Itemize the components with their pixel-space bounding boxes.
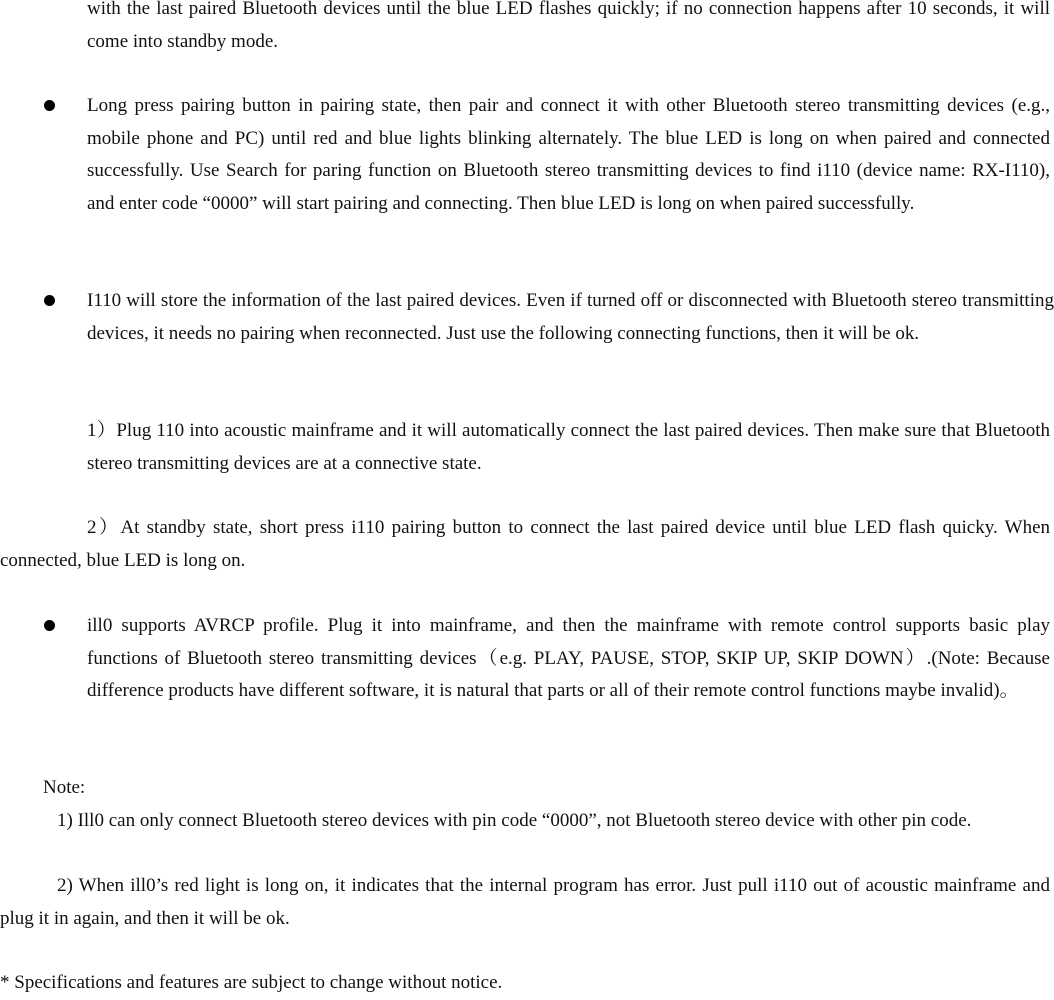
step-plug-in: 1）Plug 110 into acoustic mainframe and it will automatically connect the last paired devices. Then make sure that Bluetooth stereo transmitting devices are at a connective state. [87,420,1050,474]
paragraph-pairing-instructions: Long press pairing button in pairing state, then pair and connect it with other Bluetooth stereo transmitting devices (e.g., mobile phone and PC) until red and blue lights blinking alternately. The blue LED is long on when paired and connected successfully. Use Search for paring function on Bluetooth stereo transmitting devices to find i110 (device name: RX-I110), and enter code “0000” will start pairing and connecting. Then blue LED is long on when paired successfully. [87,95,1050,214]
note-heading: Note: [43,777,86,798]
bullet-point [44,100,55,111]
note-item-red-light: 2) When ill0’s red light is long on, it indicates that the internal program has error. Just pull i110 out of acoustic mainframe and plug it in again, and then it will be ok. [0,875,1050,929]
step-short-press: 2）At standby state, short press i110 pairing button to connect the last paired device until blue LED flash quicky. When connected, blue LED is long on. [0,517,1050,571]
note-item-pin-code: 1) Ill0 can only connect Bluetooth stereo devices with pin code “0000”, not Bluetooth stereo device with other pin code. [57,810,972,831]
paragraph-standby-mode: with the last paired Bluetooth devices until the blue LED flashes quickly; if no connection happens after 10 seconds, it will come into standby mode. [87,0,1050,52]
paragraph-avrcp-profile: ill0 supports AVRCP profile. Plug it into mainframe, and then the mainframe with remote control supports basic play functions of Bluetooth stereo transmitting devices（e.g. PLAY, PAUSE, STOP, SKIP UP, SKIP DOWN）.(Note: Because difference products have different software, it is natural that parts or all of their remote control functions maybe invalid)。 [87,615,1050,701]
footer-disclaimer: * Specifications and features are subject to change without notice. [0,972,503,993]
bullet-point [44,295,55,306]
bullet-point [44,620,55,631]
paragraph-store-information: I110 will store the information of the last paired devices. Even if turned off or disconnected with Bluetooth stereo transmitting devices, it needs no pairing when reconnected. Just use the following connecting functions, then it will be ok. [87,290,1054,344]
